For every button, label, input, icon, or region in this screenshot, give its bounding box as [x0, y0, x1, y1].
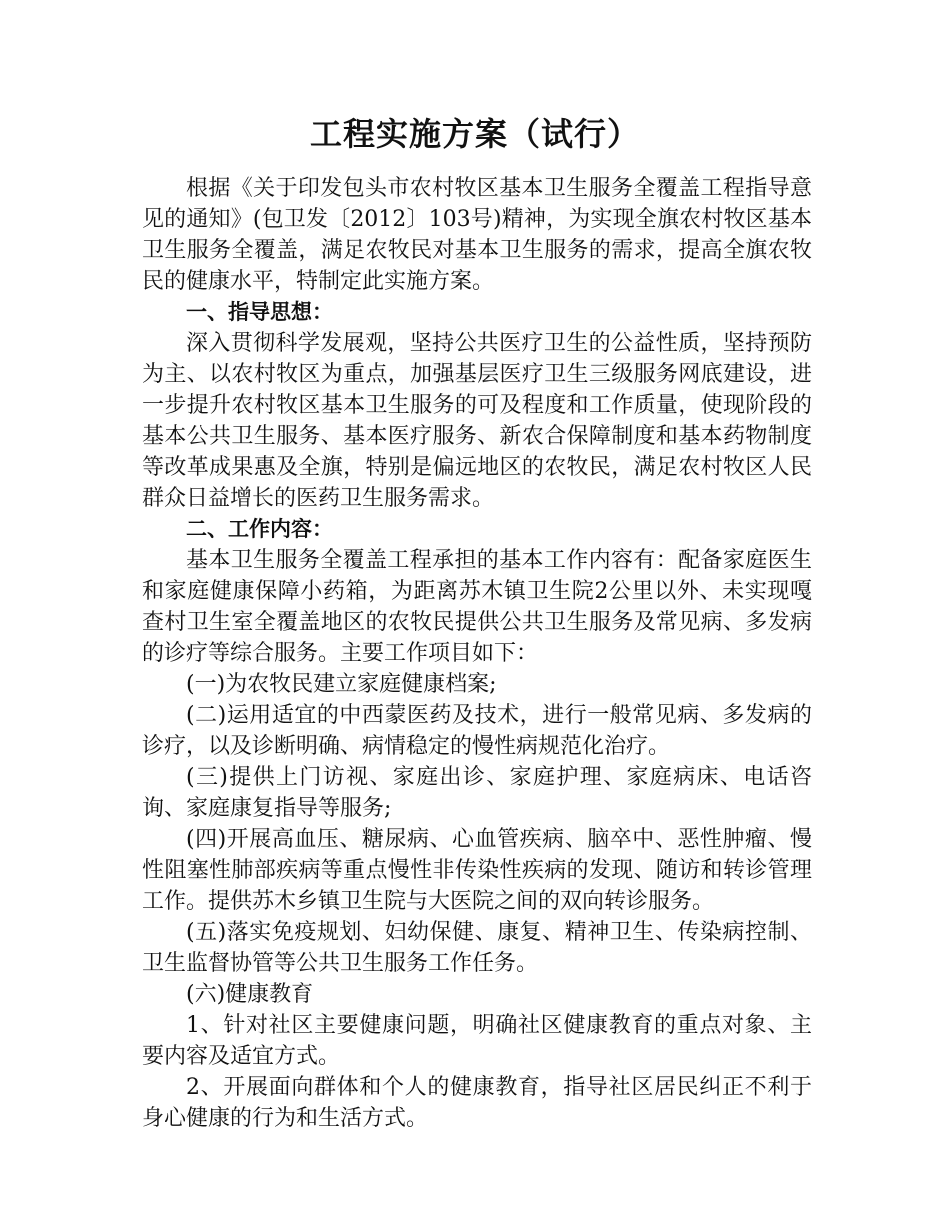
section-heading-guiding-ideology: 一、指导思想：: [186, 300, 333, 324]
list-item: (一)为农牧民建立家庭健康档案;: [186, 672, 497, 697]
document-body: [142, 173, 812, 1134]
page-title: 工程实施方案（试行）: [309, 115, 640, 153]
section-text-guiding-ideology: 深入贯彻科学发展观，坚持公共医疗卫生的公益性质，坚持预防为主、以农村牧区为重点，加强基层医疗卫生三级服务网底建设，进一步提升农村牧区基本卫生服务的可及程度和工作质量，使现阶段的基本公共卫生服务、基本医疗服务、新农合保障制度和基本药物制度等改革成果惠及全旗，特别是偏远地区的农牧民，满足农村牧区人民群众日益增长的医药卫生服务需求。: [142, 331, 812, 511]
section-heading-work-content: 二、工作内容：: [186, 517, 333, 541]
sub-list-item: 1、针对社区主要健康问题，明确社区健康教育的重点对象、主要内容及适宜方式。: [142, 1013, 812, 1069]
list-item: (二)运用适宜的中西蒙医药及技术，进行一般常见病、多发病的诊疗，以及诊断明确、病情稳定的慢性病规范化治疗。: [142, 703, 812, 759]
list-item: (五)落实免疫规划、妇幼保健、康复、精神卫生、传染病控制、卫生监督协管等公共卫生服务工作任务。: [142, 920, 812, 976]
sub-list-item: 2、开展面向群体和个人的健康教育，指导社区居民纠正不利于身心健康的行为和生活方式。: [142, 1075, 812, 1131]
list-item: (三)提供上门访视、家庭出诊、家庭护理、家庭病床、电话咨询、家庭康复指导等服务;: [142, 765, 812, 821]
list-item: (六)健康教育: [186, 982, 314, 1007]
section-text-work-content: 基本卫生服务全覆盖工程承担的基本工作内容有：配备家庭医生和家庭健康保障小药箱，为距离苏木镇卫生院2公里以外、未实现嘎查村卫生室全覆盖地区的农牧民提供公共卫生服务及常见病、多发病的诊疗等综合服务。主要工作项目如下：: [142, 548, 812, 666]
intro-paragraph: 根据《关于印发包头市农村牧区基本卫生服务全覆盖工程指导意见的通知》(包卫发〔2012〕103号)精神，为实现全旗农村牧区基本卫生服务全覆盖，满足农牧民对基本卫生服务的需求，提高全旗农牧民的健康水平，特制定此实施方案。: [142, 176, 812, 294]
list-item: (四)开展高血压、糖尿病、心血管疾病、脑卒中、恶性肿瘤、慢性阻塞性肺部疾病等重点慢性非传染性疾病的发现、随访和转诊管理工作。提供苏木乡镇卫生院与大医院之间的双向转诊服务。: [142, 827, 812, 914]
